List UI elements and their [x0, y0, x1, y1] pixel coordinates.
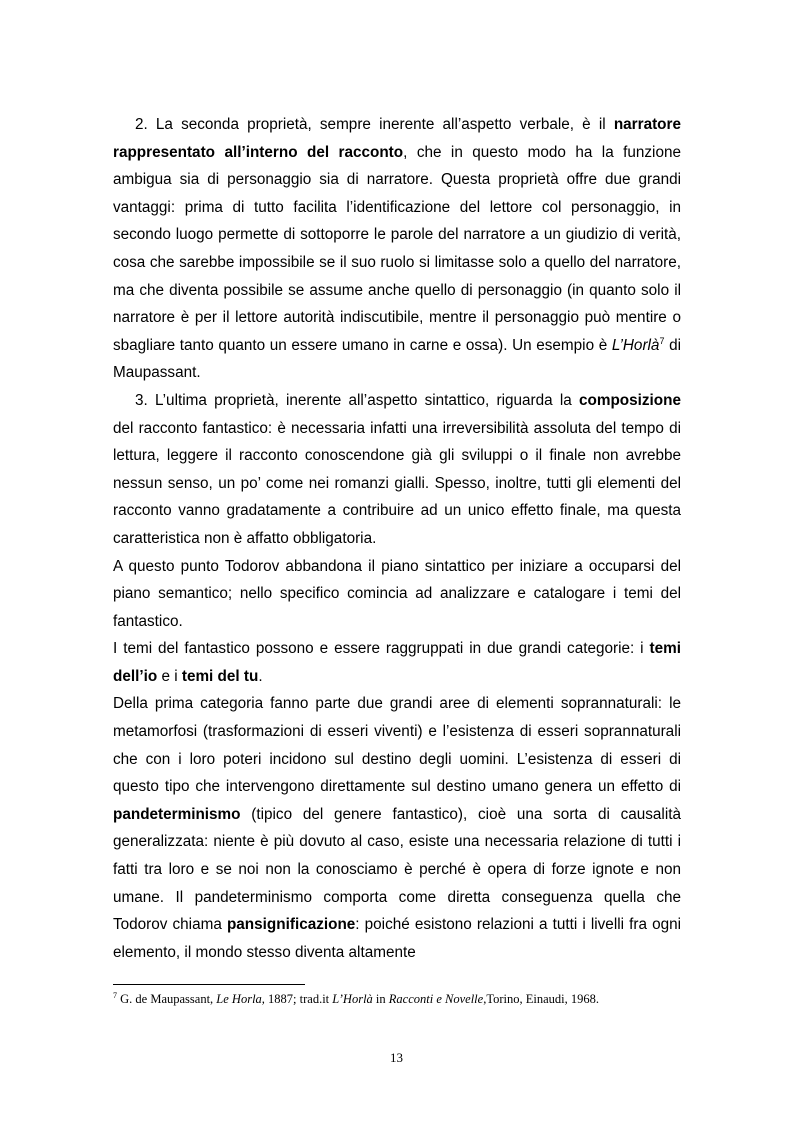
- footnote: [113, 991, 713, 1007]
- text-run: .: [258, 667, 263, 685]
- italic-title-horla: L’Horlà: [611, 336, 660, 354]
- page-number: 13: [390, 1050, 403, 1065]
- text-run: (tipico del genere fantastico), cioè una sorta di causalità generalizzata: niente è più dovuto al caso, esiste una necessaria relazione di tutti i fatti tra loro e se noi non la conosciamo è perché è opera di forze ignote e non umane. Il pandeterminismo comporta come diretta conseguenza quella che Todorov chiama: [113, 805, 681, 934]
- footnote-ref: 7: [659, 335, 665, 346]
- text-run: 1887; trad.it: [264, 992, 333, 1006]
- text-run: Della prima categoria fanno parte due grandi aree di elementi soprannaturali: le metamorfosi (trasformazioni di esseri viventi) e l’esistenza di esseri soprannaturali che con i loro poteri incidono sul destino degli uomini. L’esistenza di esseri di questo tipo che intervengono direttamente sul destino umano genera un effetto di: [113, 695, 681, 796]
- footnote-number: 7: [113, 990, 117, 1000]
- bold-term-narratore: narratore rappresentato all’interno del racconto: [113, 116, 681, 161]
- paragraph-temi: [113, 635, 681, 690]
- paragraph-narratore: [113, 111, 681, 387]
- text-run: ,Torino, Einaudi, 1968.: [483, 992, 599, 1006]
- text-run: 3. L’ultima proprietà, inerente all’aspetto sintattico, riguarda la: [135, 391, 579, 409]
- paragraph-prima-categoria: [113, 690, 681, 966]
- footnote-divider: [113, 984, 305, 985]
- text-run: I temi del fantastico possono e essere raggruppati in due grandi categorie: i: [113, 640, 650, 658]
- text-run: di Maupassant.: [113, 336, 681, 382]
- text-run: e i: [157, 667, 182, 685]
- bold-term-pandeterminismo: pandeterminismo: [113, 805, 241, 823]
- text-run: 2. La seconda proprietà, sempre inerente all’aspetto verbale, è il: [135, 116, 614, 133]
- italic-title: L’Horlà: [332, 992, 373, 1006]
- bold-term-pansignificazione: pansignificazione: [226, 916, 356, 934]
- paragraph-todorov: A questo punto Todorov abbandona il piano sintattico per iniziare a occuparsi del piano semantico; nello specifico comincia ad analizzare e catalogare i temi del fantastico.: [113, 557, 681, 630]
- text-run: : poiché esistono relazioni a tutti i livelli fra ogni elemento, il mondo stesso diventa altamente: [113, 916, 681, 961]
- text-run: in: [372, 992, 389, 1006]
- paragraph-composizione: [113, 387, 681, 553]
- text-run: G. de Maupassant,: [117, 992, 217, 1006]
- bold-term-composizione: composizione: [579, 391, 681, 409]
- text-run: del racconto fantastico: è necessaria infatti una irreversibilità assoluta del tempo di lettura, leggere il racconto conoscendone già gli sviluppi o il finale non avrebbe nessun senso, un po’ come nei romanzi gialli. Spesso, inoltre, tutti gli elementi del racconto vanno gradatamente a contribuire ad un unico effetto finale, ma questa caratteristica non è affatto obbligatoria.: [113, 419, 681, 547]
- text-run: , che in questo modo ha la funzione ambigua sia di personaggio sia di narratore. Questa proprietà offre due grandi vantaggi: prima di tutto facilita l’identificazione del lettore col personaggio, in secondo luogo permette di sottoporre le parole del narratore a un giudizio di verità, cosa che sarebbe impossibile se il suo ruolo si limitasse solo a quello del narratore, ma che diventa possibile se assume anche quello di personaggio (in quanto solo il narratore è per il lettore autorità indiscutibile, mentre il personaggio può mentire o sbagliare tanto quanto un essere umano in carne e ossa). Un esempio è: [113, 143, 681, 354]
- italic-title: Racconti e Novelle: [388, 992, 484, 1006]
- italic-title: Le Horla,: [216, 992, 265, 1006]
- body-text: [113, 111, 681, 966]
- bold-term-temi-tu: temi del tu: [181, 667, 259, 685]
- bold-term-temi-io: temi dell’io: [113, 640, 681, 685]
